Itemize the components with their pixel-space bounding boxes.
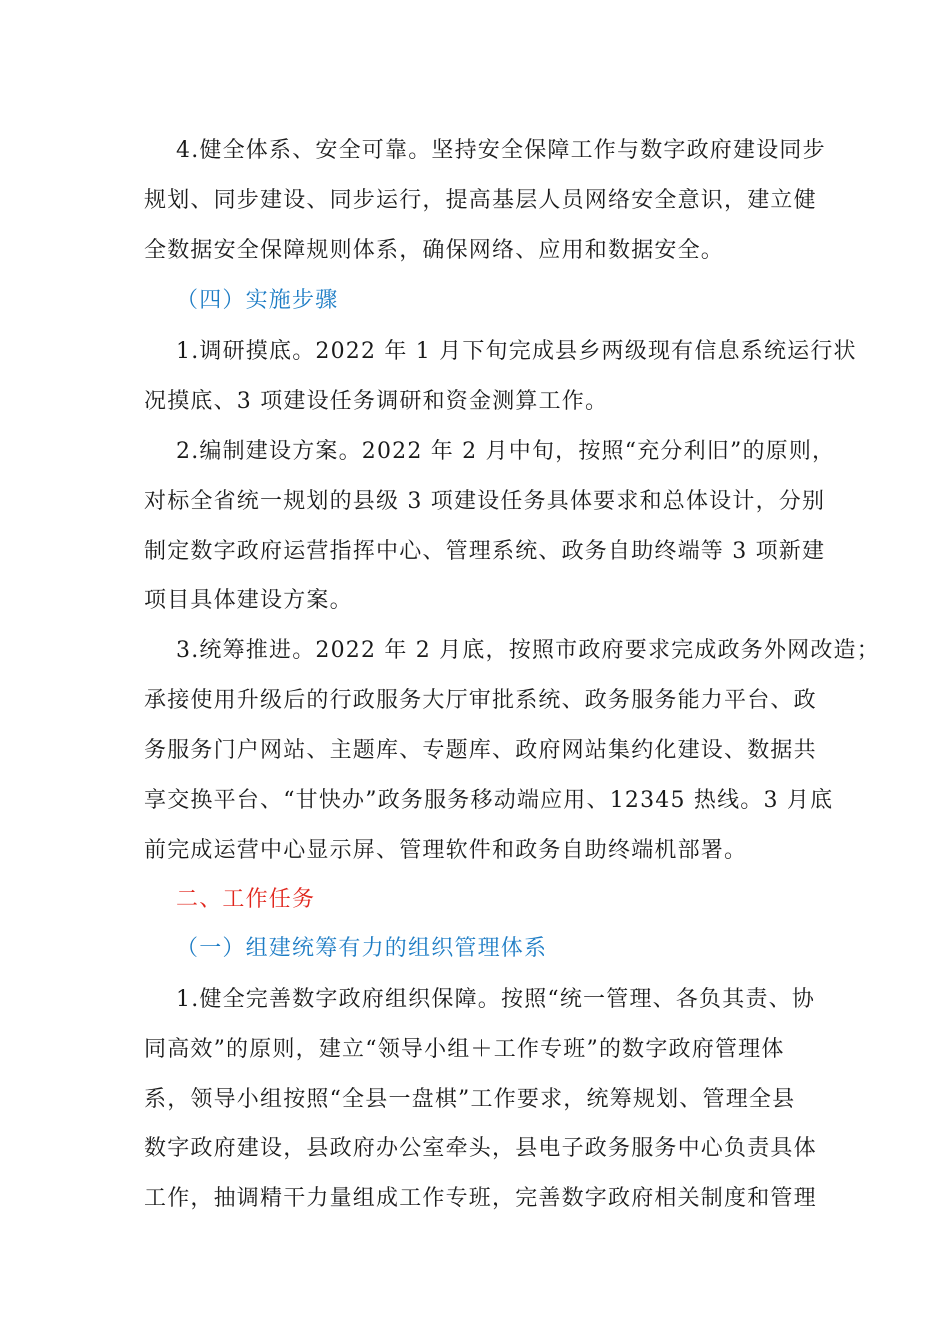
paragraph-line: 承接使用升级后的行政服务大厅审批系统、政务服务能力平台、政 bbox=[144, 688, 817, 713]
paragraph-line: 务服务门户网站、主题库、专题库、政府网站集约化建设、数据共 bbox=[144, 738, 817, 763]
paragraph-line: 4.健全体系、安全可靠。坚持安全保障工作与数字政府建设同步 bbox=[176, 138, 826, 163]
paragraph-line: 3.统筹推进。2022 年 2 月底，按照市政府要求完成政务外网改造； bbox=[176, 638, 880, 663]
paragraph-line: 1.健全完善数字政府组织保障。按照“统一管理、各负其责、协 bbox=[176, 987, 816, 1012]
paragraph-line: 享交换平台、“甘快办”政务服务移动端应用、12345 热线。3 月底 bbox=[144, 788, 834, 813]
chapter-heading: 二、工作任务 bbox=[176, 887, 316, 912]
paragraph-line: 系，领导小组按照“全县一盘棋”工作要求，统筹规划、管理全县 bbox=[144, 1087, 796, 1112]
paragraph-line: 前完成运营中心显示屏、管理软件和政务自助终端机部署。 bbox=[144, 838, 748, 863]
paragraph-line: 况摸底、3 项建设任务调研和资金测算工作。 bbox=[144, 389, 609, 414]
paragraph-line: 工作，抽调精干力量组成工作专班，完善数字政府相关制度和管理 bbox=[144, 1186, 817, 1211]
section-heading: （一）组建统筹有力的组织管理体系 bbox=[176, 936, 548, 961]
paragraph-line: 数字政府建设，县政府办公室牵头，县电子政务服务中心负责具体 bbox=[144, 1136, 817, 1161]
paragraph-line: 制定数字政府运营指挥中心、管理系统、政务自助终端等 3 项新建 bbox=[144, 539, 826, 564]
paragraph-line: 2.编制建设方案。2022 年 2 月中旬，按照“充分利旧”的原则， bbox=[176, 439, 836, 464]
paragraph-line: 全数据安全保障规则体系，确保网络、应用和数据安全。 bbox=[144, 238, 725, 263]
paragraph-line: 同高效”的原则，建立“领导小组＋工作专班”的数字政府管理体 bbox=[144, 1037, 785, 1062]
paragraph-line: 对标全省统一规划的县级 3 项建设任务具体要求和总体设计，分别 bbox=[144, 489, 826, 514]
paragraph-line: 规划、同步建设、同步运行，提高基层人员网络安全意识，建立健 bbox=[144, 188, 817, 213]
paragraph-line: 项目具体建设方案。 bbox=[144, 588, 353, 613]
paragraph-line: 1.调研摸底。2022 年 1 月下旬完成县乡两级现有信息系统运行状 bbox=[176, 339, 857, 364]
section-heading: （四）实施步骤 bbox=[176, 288, 339, 313]
